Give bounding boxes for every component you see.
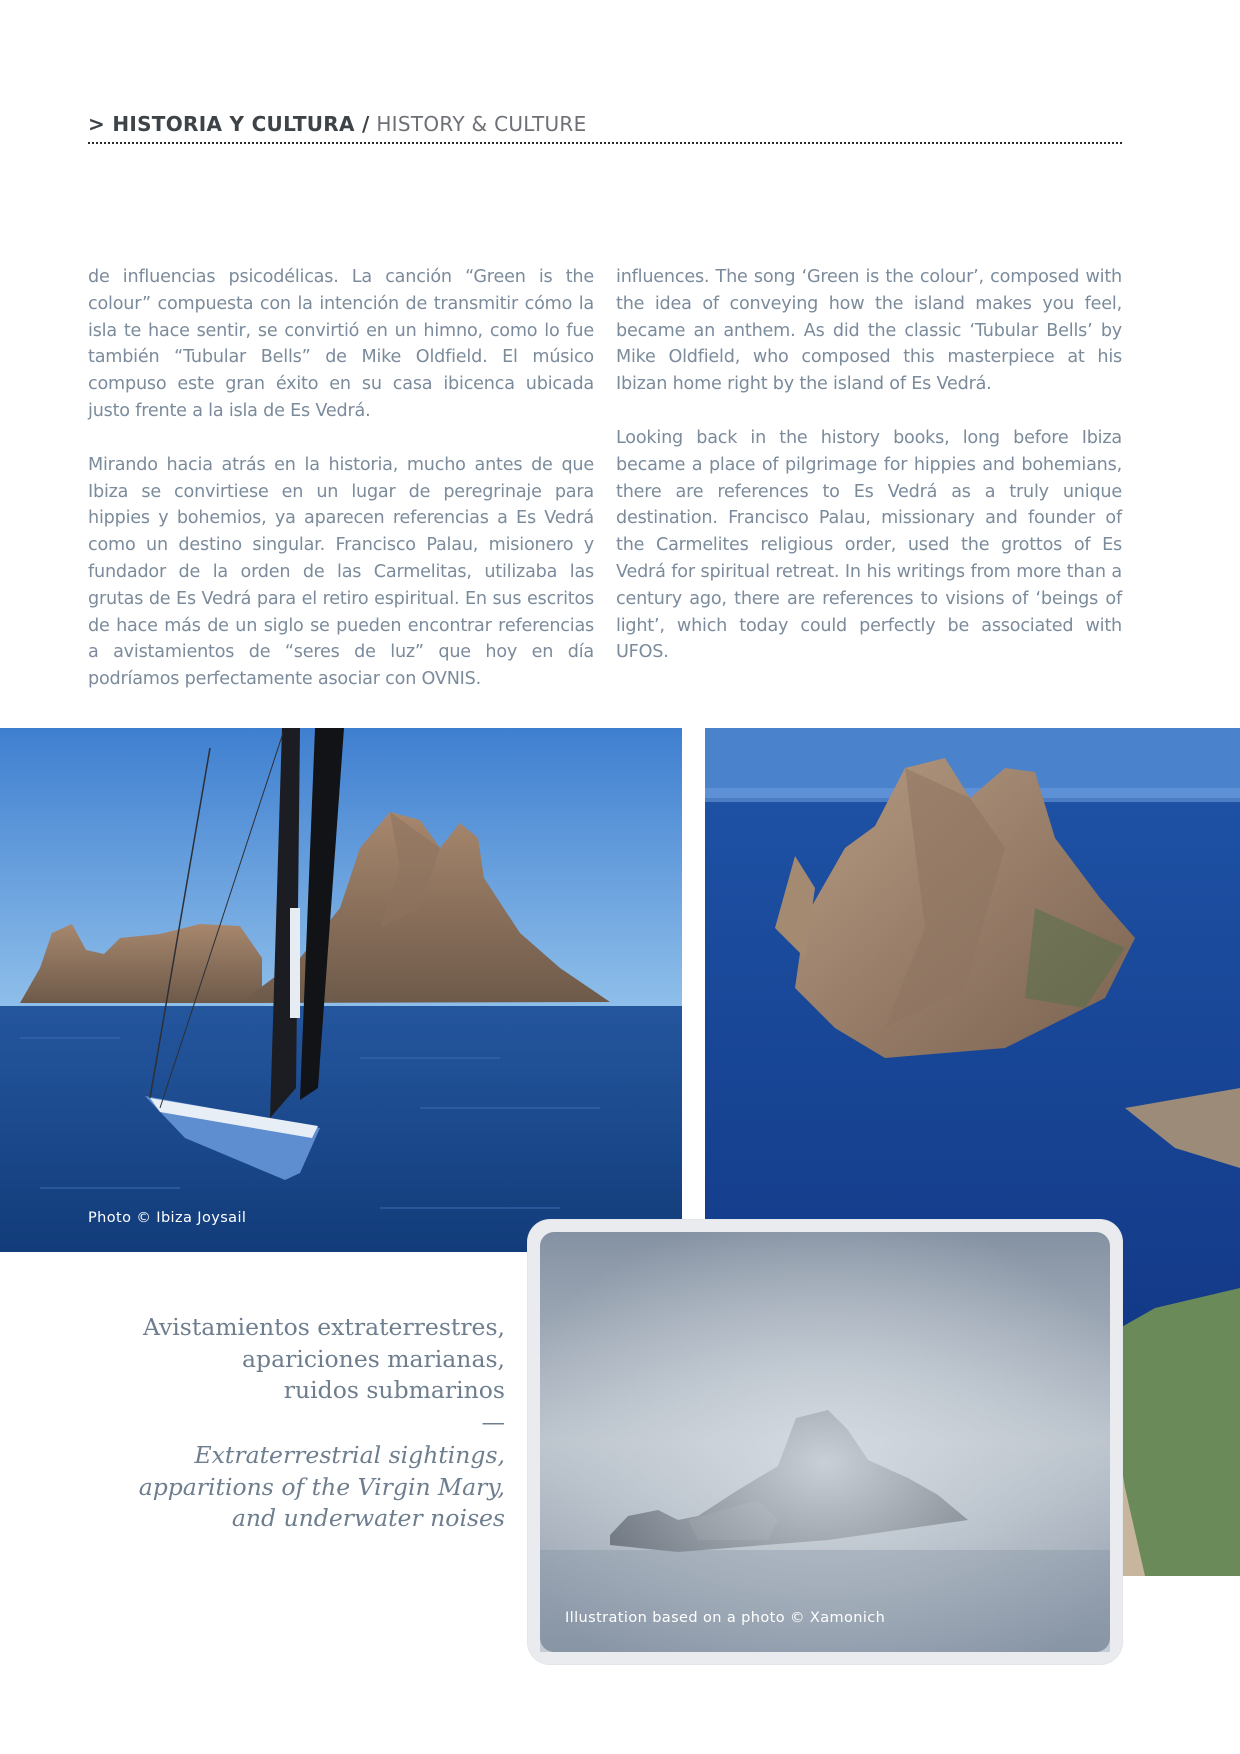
pull-quote-es-line-3: ruidos submarinos bbox=[283, 1376, 505, 1404]
pull-quote-en-line-1: Extraterrestrial sightings, bbox=[194, 1441, 505, 1469]
pull-quote-es-line-2: apariciones marianas, bbox=[242, 1344, 505, 1373]
illustration-card bbox=[528, 1220, 1122, 1664]
section-header-es: > HISTORIA Y CULTURA / bbox=[88, 112, 370, 136]
body-column-english bbox=[616, 264, 1122, 693]
section-header-en: HISTORY & CULTURE bbox=[369, 112, 587, 136]
pull-quote-en-line-3: and underwater noises bbox=[231, 1504, 505, 1532]
photo-credit-illustration: Illustration based on a photo © Xamonich bbox=[565, 1610, 886, 1626]
pull-quote bbox=[120, 1312, 505, 1535]
paragraph-es-1: de influencias psicodélicas. La canción “Green is the colour” compuesta con la intención de transmitir cómo la isla te hace sentir, se convirtió en un himno, como lo fue también “Tubular Bells” de Mike Oldfield. El músico compuso este gran éxito en su casa ibicenca ubicada justo frente a la isla de Es Vedrá. bbox=[88, 267, 594, 421]
pull-quote-es-line-1: Avistamientos extraterrestres, bbox=[142, 1313, 505, 1341]
paragraph-en-1: influences. The song ‘Green is the colour’, composed with the idea of conveying how the island makes you feel, became an anthem. As did the classic ‘Tubular Bells’ by Mike Oldfield, who composed this masterpiece at his Ibizan home right by the island of Es Vedrá. bbox=[616, 267, 1122, 395]
pull-quote-en-line-2: apparitions of the Virgin Mary, bbox=[138, 1472, 505, 1501]
section-header bbox=[88, 112, 1122, 144]
sailboat-photo bbox=[0, 728, 682, 1252]
body-column-spanish bbox=[88, 264, 594, 720]
photo-credit-sailboat: Photo © Ibiza Joysail bbox=[88, 1210, 247, 1226]
pull-quote-divider: — bbox=[481, 1407, 505, 1436]
paragraph-es-2: Mirando hacia atrás en la historia, mucho antes de que Ibiza se convirtiese en un lugar de peregrinaje para hippies y bohemios, ya aparecen referencias a Es Vedrá como un destino singular. Francisco Palau, misionero y fundador de la orden de las Carmelitas, utilizaba las grutas de Es Vedrá para el retiro espiritual. En sus escritos de hace más de un siglo se pueden encontrar referencias a avistamientos de “seres de luz” que hoy en día podríamos perfectamente asociar con OVNIS. bbox=[88, 454, 594, 690]
paragraph-en-2: Looking back in the history books, long before Ibiza became a place of pilgrimage for hippies and bohemians, there are references to Es Vedrá as a truly unique destination. Francisco Palau, missionary and founder of the Carmelites religious order, used the grottos of Es Vedrá for spiritual retreat. In his writings from more than a century ago, there are references to visions of ‘beings of light’, which today could perfectly be associated with UFOS. bbox=[616, 427, 1122, 663]
